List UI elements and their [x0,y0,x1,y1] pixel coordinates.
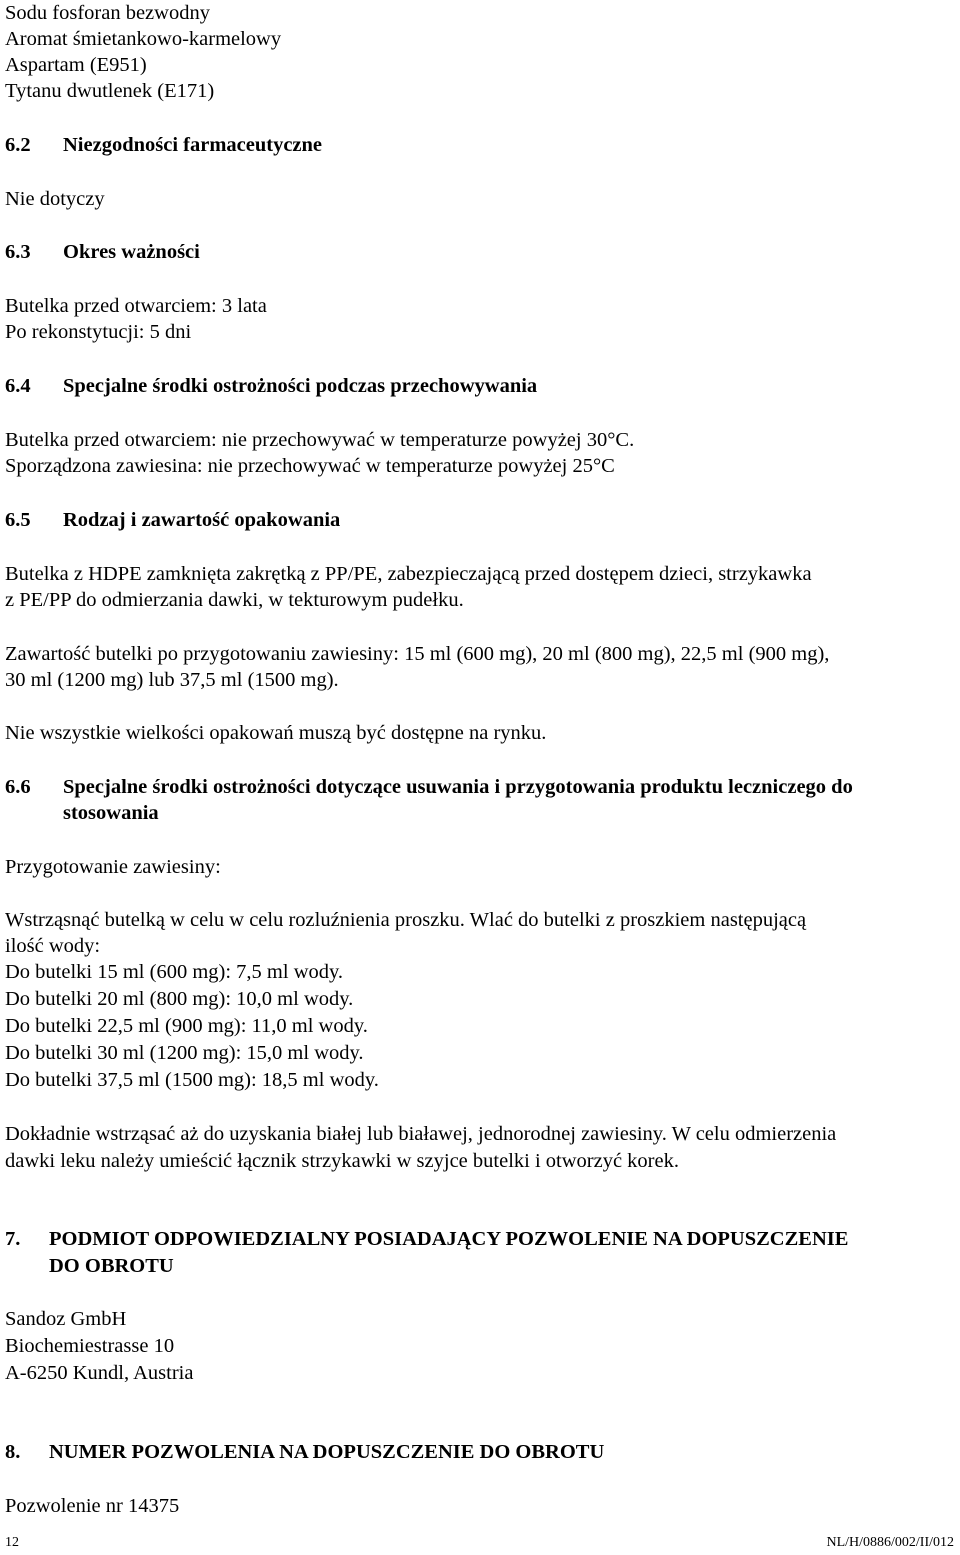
section-number: 6.3 [5,241,31,263]
body-line: 30 ml (1200 mg) lub 37,5 ml (1500 mg). [5,669,339,691]
section-title: Specjalne środki ostrożności podczas przechowywania [63,375,538,397]
page-number: 12 [5,1535,19,1550]
body-line: ilość wody: [5,935,101,957]
address-line: Biochemiestrasse 10 [5,1335,175,1357]
address-line: Sandoz GmbH [5,1308,127,1330]
section-title: Rodzaj i zawartość opakowania [63,509,341,531]
excipient-line: Sodu fosforan bezwodny [5,2,210,24]
body-line: dawki leku należy umieścić łącznik strzykawki w szyjce butelki i otworzyć korek. [5,1150,679,1172]
section-number: 7. [5,1228,21,1250]
section-title: Specjalne środki ostrożności dotyczące usuwania i przygotowania produktu leczniczego do [63,776,853,798]
section-title: NUMER POZWOLENIA NA DOPUSZCZENIE DO OBROTU [49,1441,605,1463]
section-number: 6.5 [5,509,31,531]
dose-line: Do butelki 37,5 ml (1500 mg): 18,5 ml wody. [5,1069,379,1091]
address-line: A-6250 Kundl, Austria [5,1362,194,1384]
body-line: Po rekonstytucji: 5 dni [5,321,192,343]
section-number: 8. [5,1441,21,1463]
document-code: NL/H/0886/002/II/012 [826,1535,954,1550]
section-body: Pozwolenie nr 14375 [5,1495,180,1517]
excipient-line: Aspartam (E951) [5,54,147,76]
section-body: Nie dotyczy [5,188,105,210]
section-number: 6.4 [5,375,31,397]
section-number: 6.6 [5,776,31,798]
excipient-line: Tytanu dwutlenek (E171) [5,80,215,102]
dose-line: Do butelki 20 ml (800 mg): 10,0 ml wody. [5,988,354,1010]
body-line: Butelka z HDPE zamknięta zakrętką z PP/PE, zabezpieczającą przed dostępem dzieci, strzykawka [5,563,812,585]
section-title-cont: stosowania [63,802,159,824]
section-title-cont: DO OBROTU [49,1255,174,1277]
body-line: Sporządzona zawiesina: nie przechowywać w temperaturze powyżej 25°C [5,455,615,477]
dose-line: Do butelki 30 ml (1200 mg): 15,0 ml wody. [5,1042,364,1064]
subheading: Przygotowanie zawiesiny: [5,856,221,878]
body-line: Butelka przed otwarciem: nie przechowywać w temperaturze powyżej 30°C. [5,429,635,451]
body-line: z PE/PP do odmierzania dawki, w tekturowym pudełku. [5,589,464,611]
body-line: Butelka przed otwarciem: 3 lata [5,295,267,317]
excipient-line: Aromat śmietankowo-karmelowy [5,28,282,50]
section-number: 6.2 [5,134,31,156]
body-line: Zawartość butelki po przygotowaniu zawiesiny: 15 ml (600 mg), 20 ml (800 mg), 22,5 ml (900 mg), [5,643,830,665]
dose-line: Do butelki 22,5 ml (900 mg): 11,0 ml wody. [5,1015,368,1037]
dose-line: Do butelki 15 ml (600 mg): 7,5 ml wody. [5,961,344,983]
body-line: Nie wszystkie wielkości opakowań muszą być dostępne na rynku. [5,722,547,744]
body-line: Dokładnie wstrząsać aż do uzyskania białej lub białawej, jednorodnej zawiesiny. W celu odmierzenia [5,1123,837,1145]
section-title: PODMIOT ODPOWIEDZIALNY POSIADAJĄCY POZWOLENIE NA DOPUSZCZENIE [49,1228,849,1250]
body-line: Wstrząsnąć butelką w celu w celu rozluźnienia proszku. Wlać do butelki z proszkiem następującą [5,909,807,931]
section-title: Okres ważności [63,241,200,263]
section-title: Niezgodności farmaceutyczne [63,134,323,156]
